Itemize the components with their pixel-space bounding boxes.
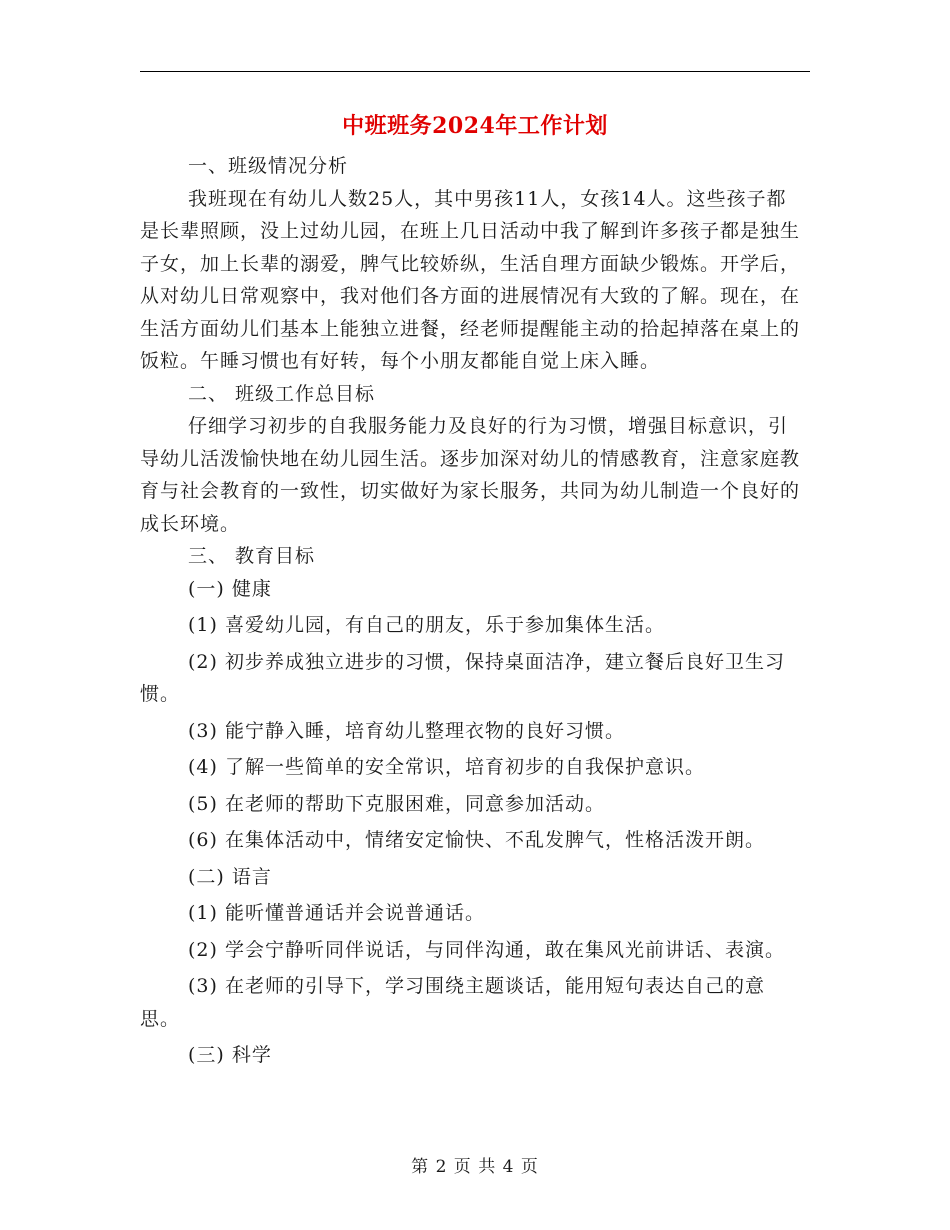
subsection-heading: (二) 语言	[188, 865, 272, 888]
document-title: 中班班务2024年工作计划	[342, 113, 608, 139]
list-item: (5) 在老师的帮助下克服困难，同意参加活动。	[188, 792, 605, 815]
body-paragraph: 我班现在有幼儿人数25人，其中男孩11人，女孩14人。这些孩子都是长辈照顾，没上过幼儿园，在班上几日活动中我了解到许多孩子都是独生子女，加上长辈的溺爱，脾气比较娇纵，生活自理方面缺少锻炼。开学后，从对幼儿日常观察中，我对他们各方面的进展情况有大致的了解。现在，在生活方面幼儿们基本上能独立进餐，经老师提醒能主动的拾起掉落在桌上的饭粒。午睡习惯也有好转，每个小朋友都能自觉上床入睡。	[140, 187, 801, 372]
section-heading: 三、 教育目标	[188, 545, 316, 567]
list-item: (2) 学会宁静听同伴说话，与同伴沟通，敢在集风光前讲话、表演。	[188, 938, 785, 961]
list-item: (1) 能听懂普通话并会说普通话。	[188, 902, 485, 924]
header-rule	[140, 71, 810, 72]
document-body	[140, 150, 800, 1072]
list-item: (3) 能宁静入睡，培育幼儿整理衣物的良好习惯。	[188, 719, 625, 742]
section-heading: 一、班级情况分析	[188, 155, 349, 177]
list-item: (3) 在老师的引导下，学习围绕主题谈话，能用短句表达自己的意思。	[140, 975, 765, 1030]
subsection-heading: (三) 科学	[188, 1044, 272, 1066]
section-heading: 二、 班级工作总目标	[188, 382, 376, 405]
list-item: (4) 了解一些简单的安全常识，培育初步的自我保护意识。	[188, 756, 705, 778]
subsection-heading: (一) 健康	[188, 577, 272, 600]
body-paragraph: 仔细学习初步的自我服务能力及良好的行为习惯，增强目标意识，引导幼儿活泼愉快地在幼儿园生活。逐步加深对幼儿的情感教育，注意家庭教育与社会教育的一致性，切实做好为家长服务，共同为幼儿制造一个良好的成长环境。	[140, 415, 801, 535]
list-item: (1) 喜爱幼儿园，有自己的朋友，乐于参加集体生活。	[188, 614, 665, 636]
page-number-footer: 第 2 页 共 4 页	[411, 1157, 539, 1177]
list-item: (6) 在集体活动中，情绪安定愉快、不乱发脾气，性格活泼开朗。	[188, 829, 765, 851]
list-item: (2) 初步养成独立进步的习惯，保持桌面洁净，建立餐后良好卫生习惯。	[140, 650, 785, 705]
